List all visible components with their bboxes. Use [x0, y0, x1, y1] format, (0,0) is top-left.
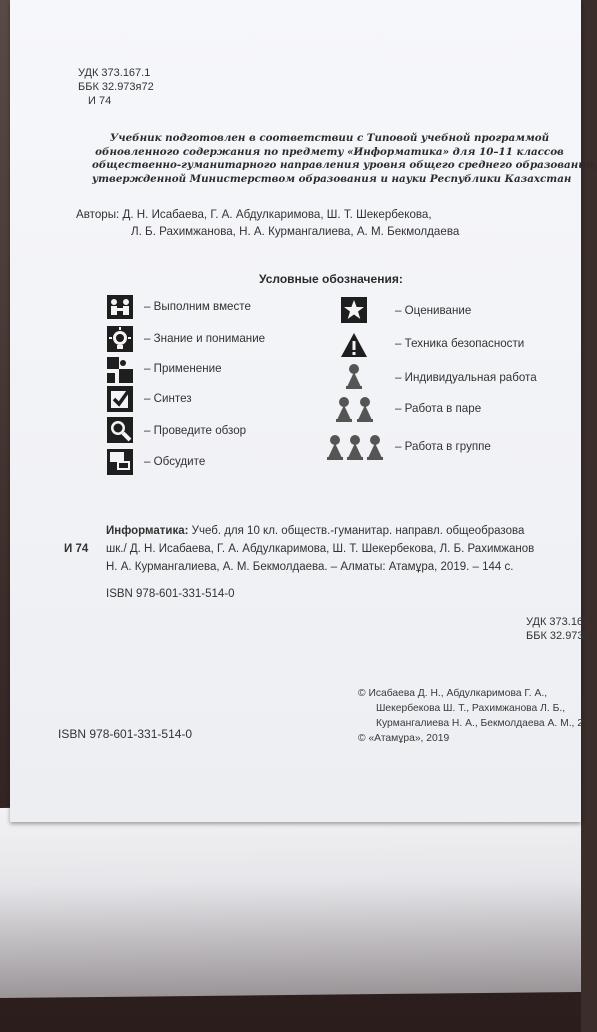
discussion-icon: [107, 449, 133, 475]
legend-label: – Индивидуальная работа: [395, 371, 537, 384]
people-together-icon: [107, 295, 133, 319]
lightbulb-gear-icon: [107, 326, 133, 352]
copyright-line-3: Курмангалиева Н. А., Бекмолдаева А. М., 2: [376, 718, 583, 729]
textbook-approval-note: [92, 132, 597, 186]
authors-line-2: Л. Б. Рахимжанова, Н. А. Курмангалиева, А. М. Бекмолдаева: [131, 225, 460, 238]
udk-code-right: УДК 373.167: [526, 616, 590, 628]
isbn-bottom: ISBN 978-601-331-514-0: [58, 727, 193, 741]
authors-line-1: Авторы: Д. Н. Исабаева, Г. А. Абдулкаримова, Ш. Т. Шекербекова,: [76, 208, 432, 221]
bibliographic-line-1: [106, 522, 524, 541]
legend-label: – Техника безопасности: [395, 337, 525, 350]
legend-label: – Выполним вместе: [144, 300, 251, 313]
author-index-code: И 74: [88, 95, 112, 107]
bbk-code-right: ББК 32.973я: [526, 630, 590, 642]
legend-label: – Проведите обзор: [144, 424, 247, 437]
legend-label: – Применение: [144, 362, 222, 375]
bibliographic-line-2: шк./ Д. Н. Исабаева, Г. А. Абдулкаримова, Ш. Т. Шекербекова, Л. Б. Рахимжанов: [106, 543, 535, 555]
bbk-code: ББК 32.973я72: [78, 81, 154, 93]
udk-code: УДК 373.167.1: [78, 67, 151, 79]
bibliographic-index: И 74: [64, 543, 89, 555]
star-icon: [341, 297, 367, 323]
two-pawns-icon: [335, 396, 375, 422]
copyright-line-2: Шекербекова Ш. Т., Рахимжанова Л. Б.,: [376, 703, 566, 714]
legend-label: – Синтез: [144, 392, 192, 405]
warning-icon: [340, 332, 368, 358]
magnifier-icon: [107, 417, 133, 443]
checkbox-icon: [107, 386, 133, 412]
bibliographic-line-3: Н. А. Курмангалиева, А. М. Бекмолдаева. – Алматы: Атамұра, 2019. – 144 с.: [106, 561, 514, 573]
intro-line: Учебник подготовлен в соответствии с Типовой учебной программой: [109, 132, 550, 144]
document-page: [10, 0, 597, 822]
legend-label: – Знание и понимание: [144, 332, 266, 345]
intro-line: обновленного содержания по предмету «Информатика» для 10–11 классов: [95, 145, 564, 158]
intro-line: общественно-гуманитарного направления уровня общего среднего образования,: [92, 159, 597, 172]
bibliographic-title: Информатика:: [106, 525, 189, 537]
legend-title: Условные обозначения:: [259, 272, 403, 286]
three-pawns-icon: [326, 434, 384, 460]
legend-label: – Оценивание: [395, 304, 472, 317]
legend-label: – Работа в группе: [395, 440, 491, 453]
underlying-page: [0, 802, 581, 998]
legend-label: – Обсудите: [144, 455, 206, 468]
copyright-line-1: © Исабаева Д. Н., Абдулкаримова Г. А.,: [358, 688, 548, 699]
copyright-line-4: © «Атамұра», 2019: [358, 733, 450, 744]
legend-label: – Работа в паре: [395, 402, 482, 415]
isbn-entry: ISBN 978-601-331-514-0: [106, 588, 235, 600]
bibliographic-description: Учеб. для 10 кл. обществ.-гуманитар. направл. общеобразова: [188, 525, 525, 537]
intro-line: утвержденной Министерством образования и науки Республики Казахстан: [92, 172, 572, 185]
one-pawn-icon: [344, 363, 364, 389]
hand-puzzle-icon: [107, 357, 133, 383]
